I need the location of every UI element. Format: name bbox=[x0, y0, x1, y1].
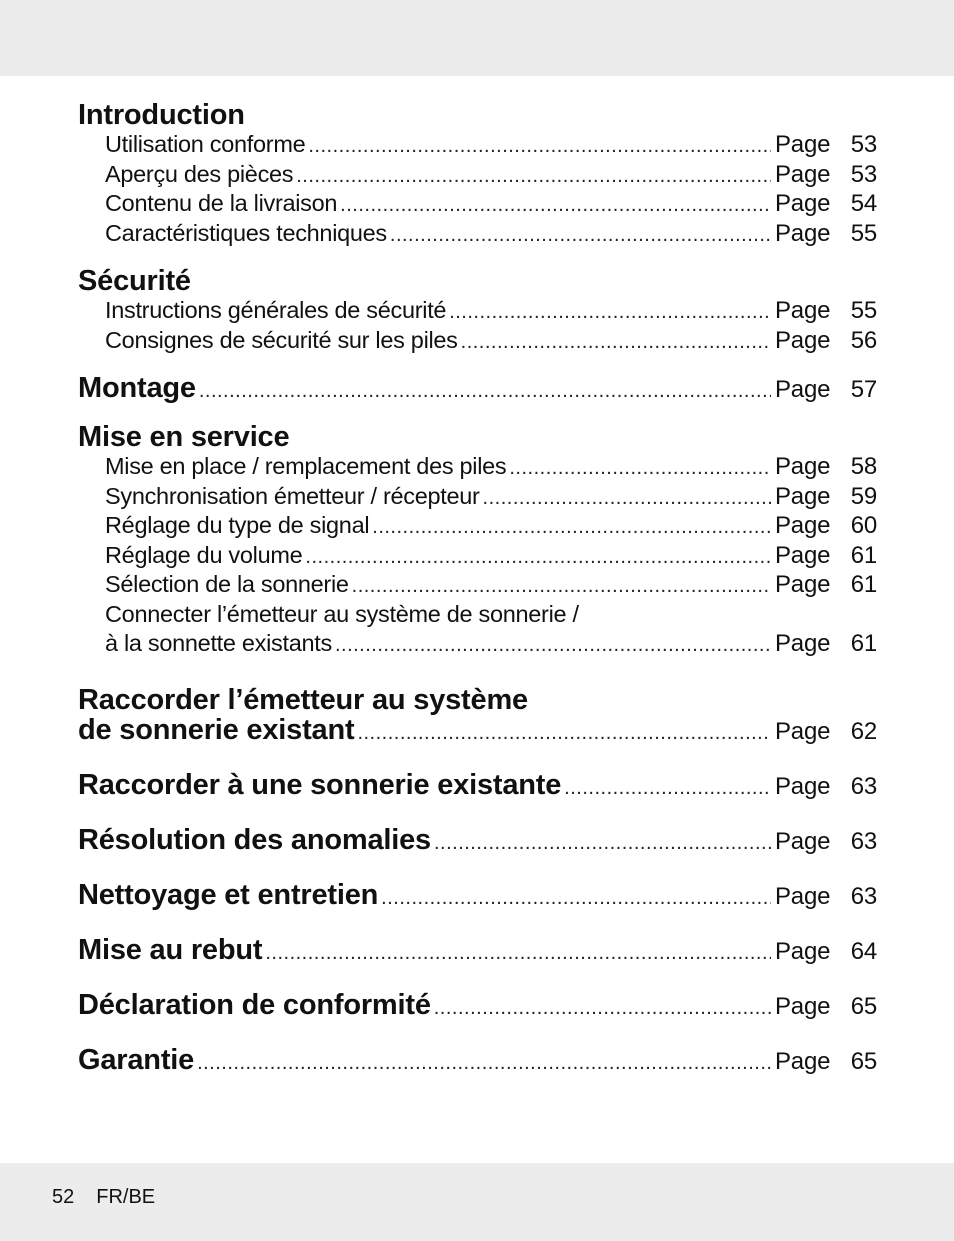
toc-entry-label: Mise en place / remplacement des piles bbox=[105, 453, 507, 479]
toc-entry[interactable] bbox=[78, 189, 877, 219]
toc-main-entry[interactable] bbox=[78, 825, 877, 856]
section-heading: Mise au rebut bbox=[78, 933, 263, 966]
toc-main-entry[interactable] bbox=[78, 935, 877, 966]
section-heading: Montage bbox=[78, 372, 196, 404]
section-heading-line1: Raccorder l’émetteur au système bbox=[78, 683, 528, 716]
dot-leader bbox=[296, 162, 771, 192]
section-mise-en-service bbox=[78, 422, 877, 659]
footer-page-number: 52 bbox=[52, 1186, 75, 1208]
dot-leader bbox=[381, 883, 771, 914]
section-heading: Introduction bbox=[78, 99, 245, 131]
toc-entry-page: Page 55 bbox=[775, 219, 877, 247]
toc-entry-label: Consignes de sécurité sur les piles bbox=[105, 326, 458, 353]
toc-entry[interactable] bbox=[78, 629, 877, 659]
section-heading: Raccorder à une sonnerie existante bbox=[78, 768, 562, 801]
dot-leader bbox=[483, 484, 771, 514]
toc-entry-page: Page 53 bbox=[775, 160, 877, 188]
toc-entry-page: Page 63 bbox=[775, 827, 877, 855]
toc-main-entry[interactable] bbox=[78, 715, 877, 746]
toc-entry-page: Page 59 bbox=[775, 482, 877, 510]
section-heading: Sécurité bbox=[78, 265, 191, 297]
top-band bbox=[0, 0, 954, 76]
dot-leader bbox=[390, 221, 771, 251]
toc-entry-page: Page 54 bbox=[775, 190, 877, 217]
section-heading: Déclaration de conformité bbox=[78, 988, 431, 1021]
dot-leader bbox=[434, 828, 771, 859]
toc-main-entry[interactable] bbox=[78, 990, 877, 1021]
toc-entry-label-line1[interactable]: Connecter l’émetteur au système de sonnerie / bbox=[105, 600, 579, 627]
toc-entry-page: Page 53 bbox=[775, 131, 877, 158]
toc-entry-page: Page 56 bbox=[775, 326, 877, 354]
dot-leader bbox=[357, 718, 771, 749]
toc-entry-label: Instructions générales de sécurité bbox=[105, 297, 447, 323]
toc-entry-page: Page 61 bbox=[775, 541, 877, 569]
toc-entry-page: Page 57 bbox=[775, 376, 877, 403]
toc-entry-label: Aperçu des pièces bbox=[105, 160, 294, 187]
toc-entry[interactable] bbox=[78, 326, 877, 356]
toc-entry-label: Utilisation conforme bbox=[105, 131, 306, 157]
section-resolution bbox=[78, 825, 877, 856]
toc-entry[interactable] bbox=[78, 570, 877, 600]
toc-entry-label: Sélection de la sonnerie bbox=[105, 571, 349, 597]
dot-leader bbox=[372, 513, 771, 543]
section-heading: Mise en service bbox=[78, 421, 290, 453]
toc-entry[interactable] bbox=[78, 482, 877, 512]
dot-leader bbox=[305, 543, 771, 573]
toc-entry-page: Page 55 bbox=[775, 297, 877, 324]
toc-entry[interactable] bbox=[78, 130, 877, 160]
toc-entry-page: Page 63 bbox=[775, 772, 877, 800]
dot-leader bbox=[449, 298, 771, 328]
toc-entry-page: Page 61 bbox=[775, 630, 877, 657]
toc-entry-label: Contenu de la livraison bbox=[105, 190, 338, 216]
dot-leader bbox=[461, 328, 771, 358]
toc-entry-page: Page 65 bbox=[775, 1047, 877, 1075]
dot-leader bbox=[308, 132, 771, 162]
footer-locale: FR/BE bbox=[96, 1186, 156, 1208]
toc-main-entry[interactable] bbox=[78, 1045, 877, 1076]
section-securite bbox=[78, 266, 877, 355]
toc-entry[interactable] bbox=[78, 511, 877, 541]
dot-leader bbox=[509, 454, 771, 484]
toc-entry-label: Synchronisation émetteur / récepteur bbox=[105, 482, 480, 509]
dot-leader bbox=[335, 631, 771, 661]
toc-entry-page: Page 58 bbox=[775, 453, 877, 480]
section-garantie bbox=[78, 1045, 877, 1076]
toc-entry-page: Page 61 bbox=[775, 571, 877, 598]
section-declaration bbox=[78, 990, 877, 1021]
toc-entry-label-line2: à la sonnette existants bbox=[105, 630, 332, 656]
dot-leader bbox=[199, 376, 771, 407]
toc-entry-page: Page 62 bbox=[775, 717, 877, 745]
toc-entry[interactable] bbox=[78, 452, 877, 482]
dot-leader bbox=[265, 938, 771, 969]
table-of-contents bbox=[78, 100, 877, 1094]
toc-entry[interactable] bbox=[78, 541, 877, 571]
section-heading: Nettoyage et entretien bbox=[78, 878, 379, 911]
toc-entry-page: Page 65 bbox=[775, 992, 877, 1020]
toc-entry[interactable] bbox=[78, 219, 877, 249]
section-raccorder-emetteur bbox=[78, 685, 877, 746]
page-footer bbox=[52, 1186, 155, 1209]
section-introduction bbox=[78, 100, 877, 248]
toc-entry-page: Page 63 bbox=[775, 882, 877, 910]
section-heading: Résolution des anomalies bbox=[78, 823, 431, 856]
section-heading: Garantie bbox=[78, 1043, 195, 1076]
toc-main-entry[interactable] bbox=[78, 770, 877, 801]
toc-entry-page: Page 60 bbox=[775, 512, 877, 539]
section-heading-line2: de sonnerie existant bbox=[78, 713, 355, 746]
toc-main-entry[interactable] bbox=[78, 373, 877, 404]
section-mise-au-rebut bbox=[78, 935, 877, 966]
section-raccorder-sonnerie bbox=[78, 770, 877, 801]
dot-leader bbox=[564, 773, 771, 804]
toc-main-entry[interactable] bbox=[78, 880, 877, 911]
toc-entry-label: Réglage du volume bbox=[105, 541, 303, 568]
toc-entry[interactable] bbox=[78, 296, 877, 326]
toc-entry-page: Page 64 bbox=[775, 937, 877, 965]
toc-entry-label: Caractéristiques techniques bbox=[105, 219, 387, 246]
dot-leader bbox=[352, 572, 771, 602]
toc-entry-label: Réglage du type de signal bbox=[105, 512, 370, 538]
dot-leader bbox=[434, 993, 771, 1024]
section-montage bbox=[78, 373, 877, 404]
section-nettoyage bbox=[78, 880, 877, 911]
dot-leader bbox=[340, 191, 771, 221]
toc-entry[interactable] bbox=[78, 160, 877, 190]
dot-leader bbox=[197, 1048, 771, 1079]
